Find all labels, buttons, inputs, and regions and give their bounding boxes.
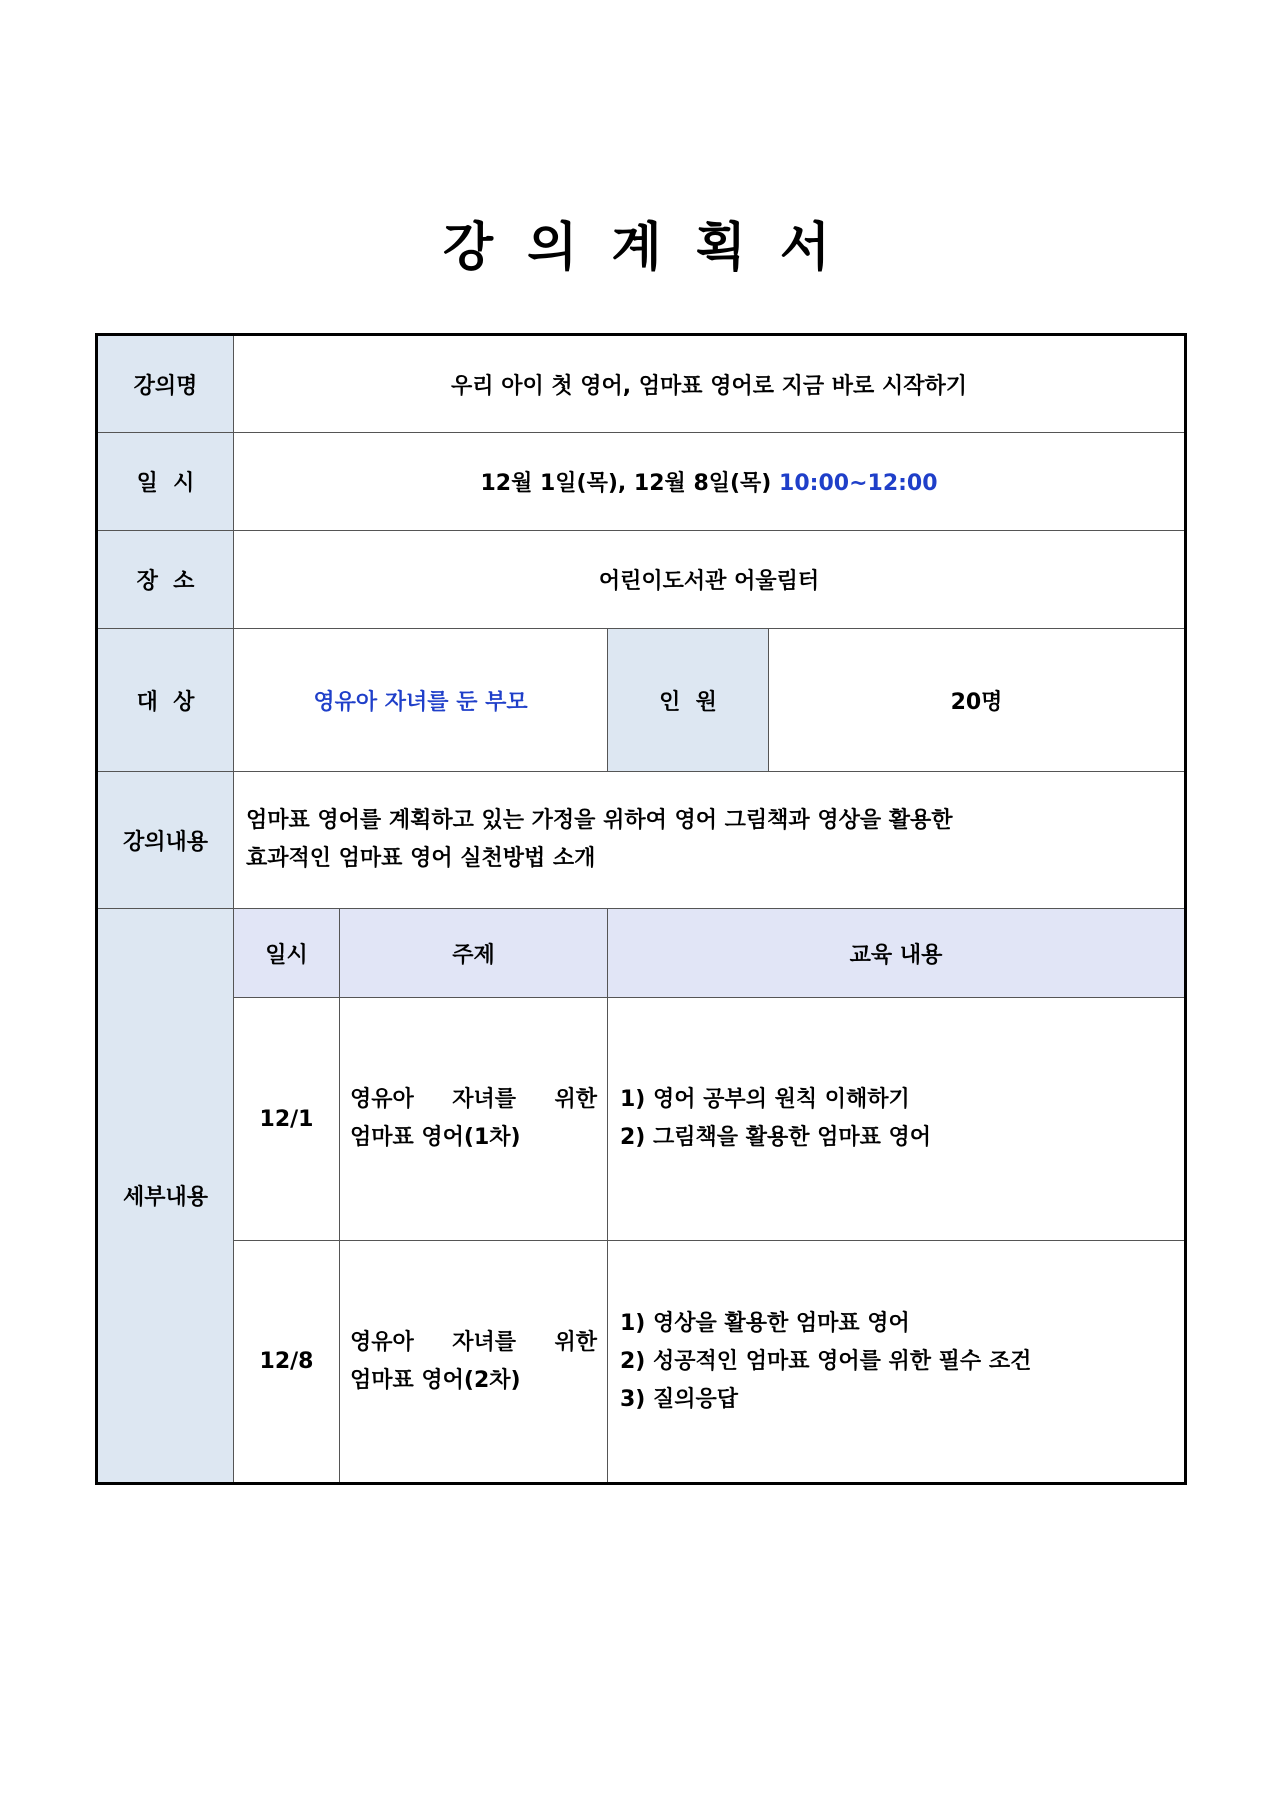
place-value: 어린이도서관 어울림터 bbox=[234, 531, 1186, 629]
date-value bbox=[234, 433, 1186, 531]
content-line-1: 엄마표 영어를 계획하고 있는 가정을 위하여 영어 그림책과 영상을 활용한 bbox=[246, 808, 953, 833]
content-label: 강의내용 bbox=[97, 772, 234, 909]
topic-line-1: 영유아 자녀를 위한 bbox=[350, 1329, 597, 1355]
content-item: 2) 그림책을 활용한 엄마표 영어 bbox=[620, 1125, 932, 1150]
content-item: 1) 영어 공부의 원칙 이해하기 bbox=[620, 1087, 910, 1112]
target-label: 대 상 bbox=[97, 629, 234, 772]
count-label: 인 원 bbox=[608, 629, 769, 772]
content-value bbox=[234, 772, 1186, 909]
date-label: 일 시 bbox=[97, 433, 234, 531]
document-title: 강의계획서 bbox=[442, 218, 865, 278]
table-row bbox=[97, 998, 1186, 1241]
date-text: 12월 1일(목), 12월 8일(목) bbox=[480, 471, 772, 496]
details-label: 세부내용 bbox=[97, 909, 234, 1484]
session-topic bbox=[340, 1241, 608, 1484]
place-label: 장 소 bbox=[97, 531, 234, 629]
content-row bbox=[97, 772, 1186, 909]
lecture-name-label: 강의명 bbox=[97, 335, 234, 433]
content-item: 1) 영상을 활용한 엄마표 영어 bbox=[620, 1310, 910, 1336]
session-date: 12/8 bbox=[234, 1241, 340, 1484]
date-row bbox=[97, 433, 1186, 531]
column-header-topic: 주제 bbox=[340, 909, 608, 998]
target-row bbox=[97, 629, 1186, 772]
place-row bbox=[97, 531, 1186, 629]
topic-line-1: 영유아 자녀를 위한 bbox=[350, 1087, 597, 1112]
content-line-2: 효과적인 엄마표 영어 실천방법 소개 bbox=[246, 846, 596, 871]
session-topic bbox=[340, 998, 608, 1241]
lecture-name-row bbox=[97, 335, 1186, 433]
details-header-row bbox=[97, 909, 1186, 998]
table-row bbox=[97, 1241, 1186, 1484]
content-item: 3) 질의응답 bbox=[620, 1386, 739, 1412]
time-text: 10:00~12:00 bbox=[779, 471, 938, 496]
target-value: 영유아 자녀를 둔 부모 bbox=[234, 629, 608, 772]
count-value: 20명 bbox=[769, 629, 1186, 772]
topic-line-2: 엄마표 영어(1차) bbox=[350, 1125, 521, 1150]
lecture-name-value: 우리 아이 첫 영어, 엄마표 영어로 지금 바로 시작하기 bbox=[234, 335, 1186, 433]
session-content bbox=[608, 1241, 1186, 1484]
column-header-date: 일시 bbox=[234, 909, 340, 998]
topic-line-2: 엄마표 영어(2차) bbox=[350, 1367, 521, 1393]
lecture-plan-table bbox=[95, 333, 1187, 1485]
column-header-content: 교육 내용 bbox=[608, 909, 1186, 998]
content-item: 2) 성공적인 엄마표 영어를 위한 필수 조건 bbox=[620, 1348, 1032, 1374]
session-content bbox=[608, 998, 1186, 1241]
session-date: 12/1 bbox=[234, 998, 340, 1241]
